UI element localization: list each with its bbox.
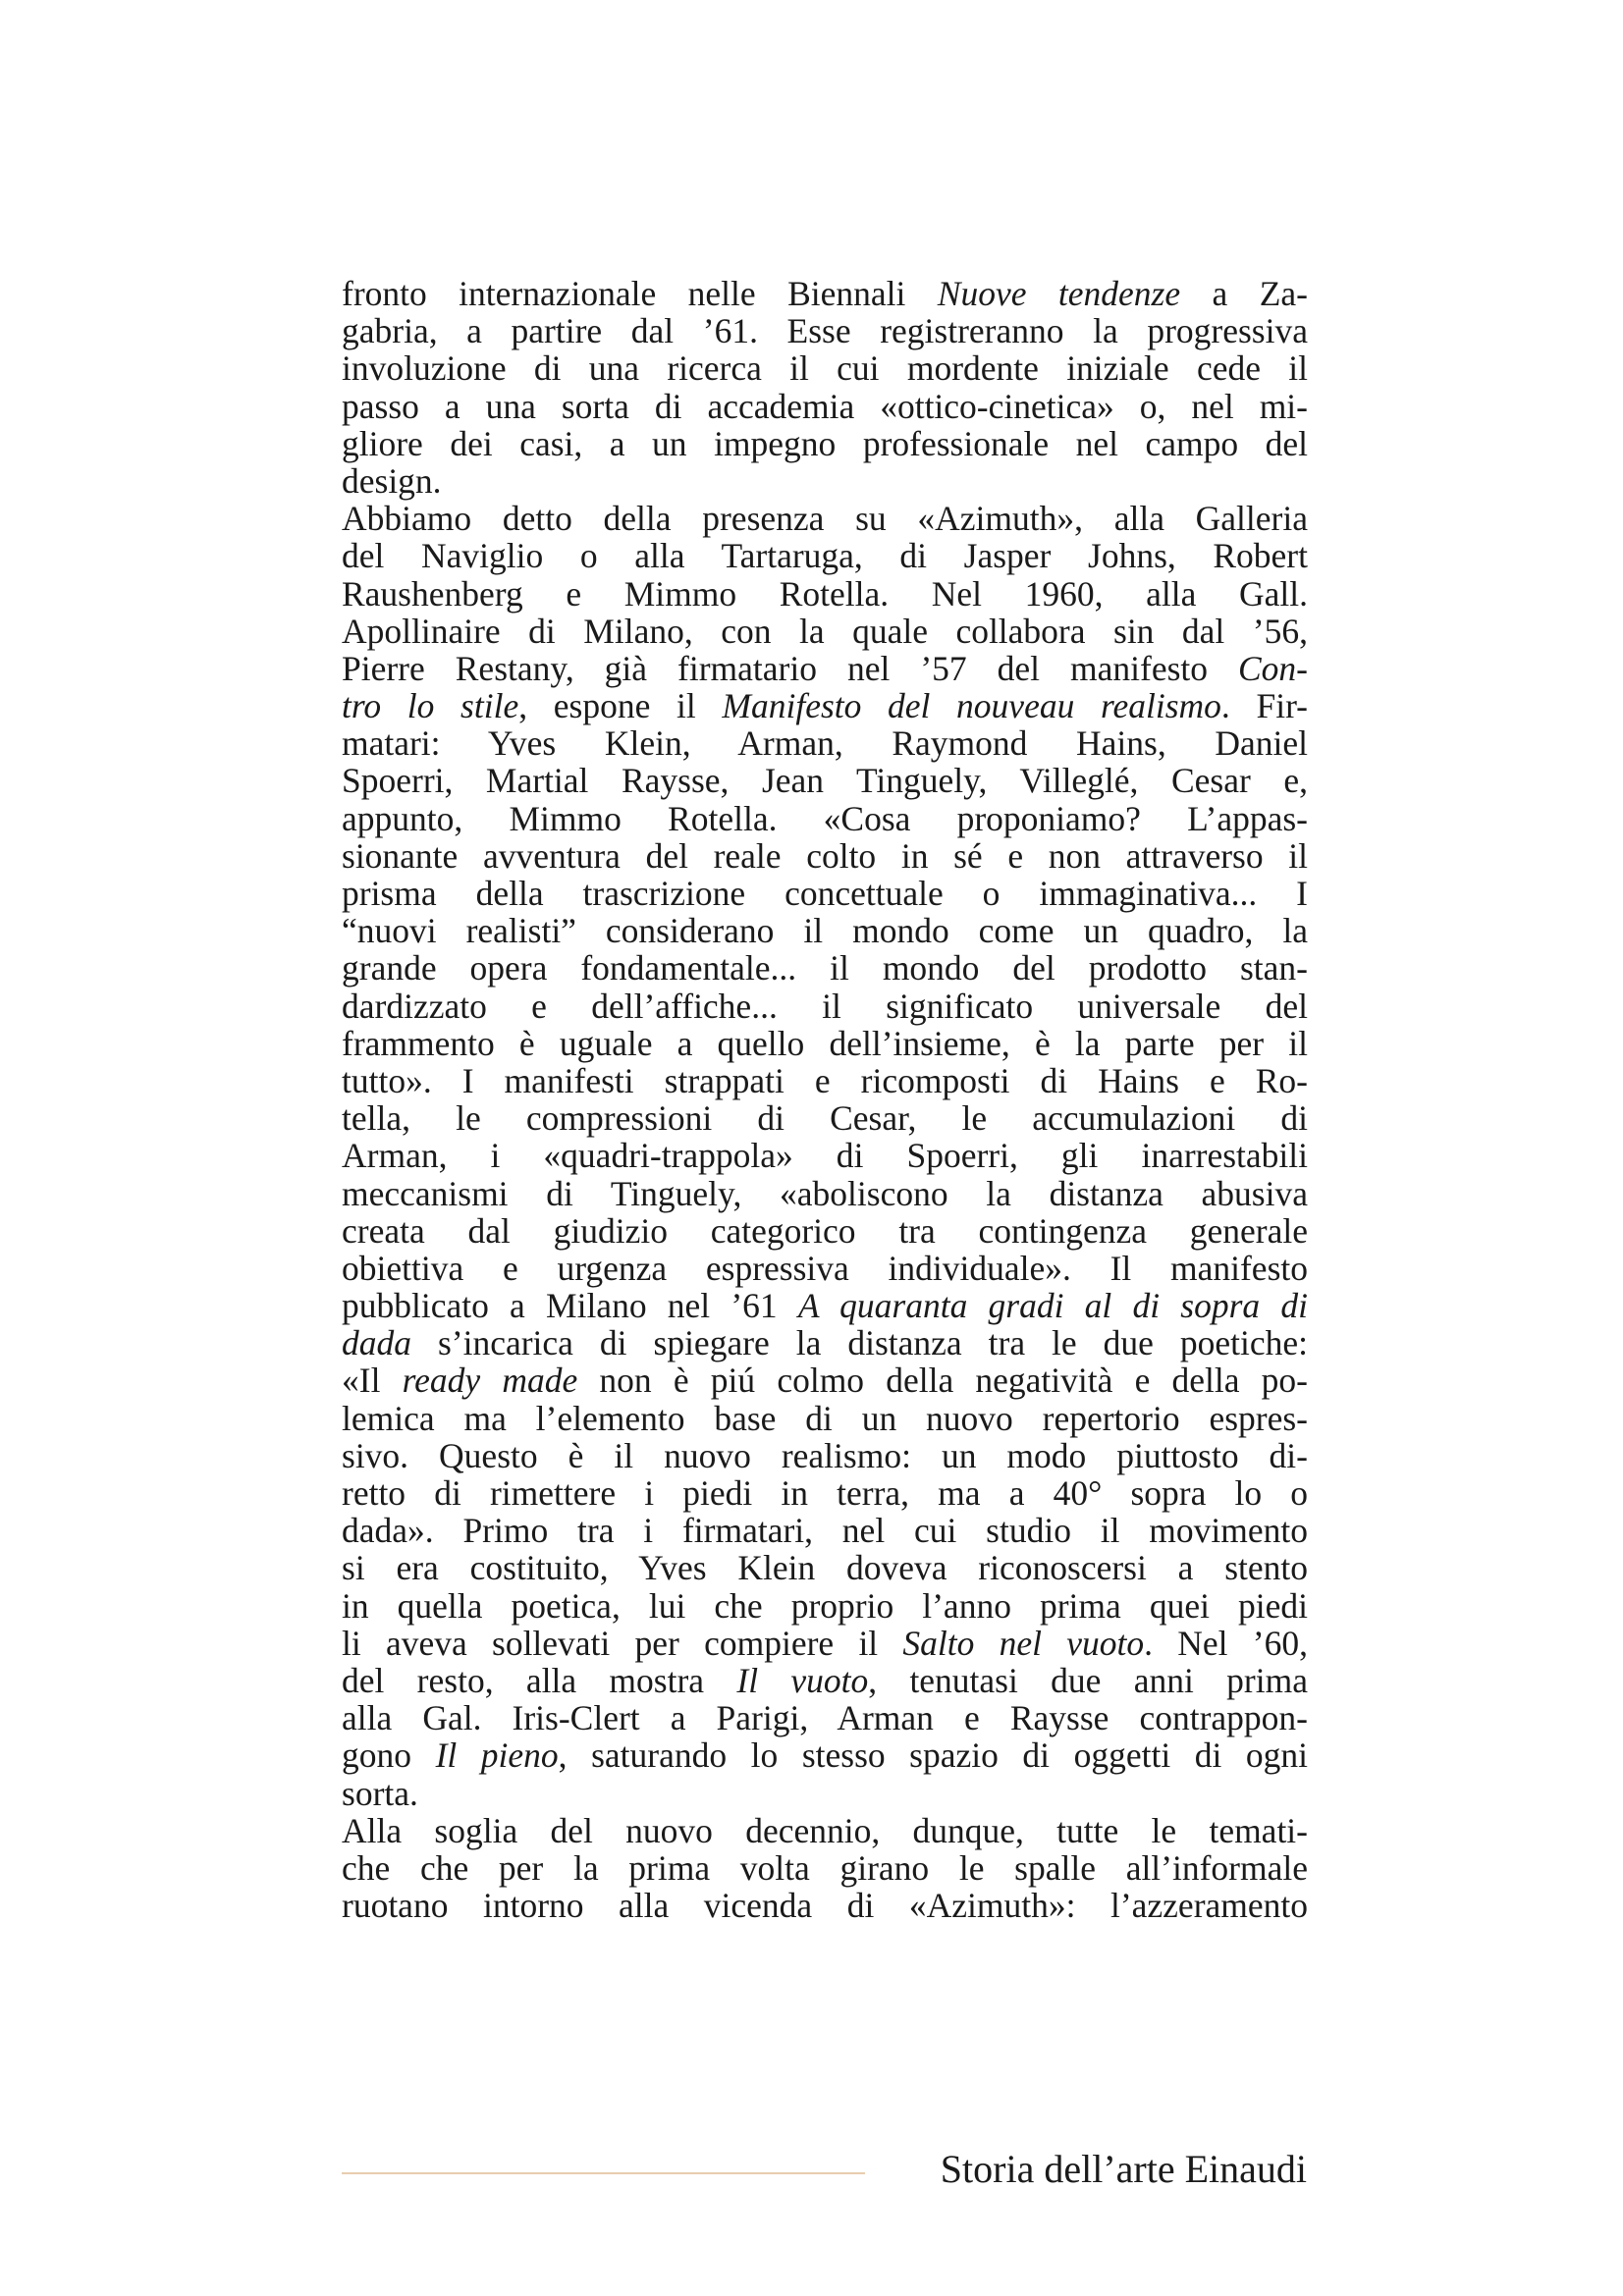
text-line [342,537,1308,574]
text-segment: pubblicato a Milano nel ’61 [342,1286,798,1326]
text-line [342,1025,1308,1062]
italic-text: Nuove tendenze [937,274,1181,313]
italic-text: tro lo stile [342,686,519,726]
text-line [342,388,1308,425]
text-line [342,1287,1308,1324]
text-line [342,687,1308,724]
text-line [342,500,1308,537]
italic-text: ready made [402,1361,578,1401]
italic-text: Manifesto del nouveau realismo [722,686,1221,726]
text-segment: Raushenberg e Mimmo Rotella. Nel 1960, alla Gall. [342,573,1308,614]
text-segment: fronto internazionale nelle Biennali [342,274,938,313]
text-line [342,1775,1308,1812]
text-line [342,988,1308,1025]
text-segment: Arman, i «quadri-trappola» di Spoerri, gli inarrestabili [342,1136,1308,1176]
text-segment: appunto, Mimmo Rotella. «Cosa proponiamo? L’appas- [342,798,1308,838]
text-line [342,762,1308,799]
text-segment: , saturando lo stesso spazio di oggetti di ogni [558,1735,1309,1776]
text-line [342,1324,1308,1362]
text-segment: sorta. [342,1773,418,1813]
text-segment: , espone il [518,686,723,726]
text-line [342,1362,1308,1399]
text-segment: design. [342,460,442,501]
text-line [342,1662,1308,1699]
body-text [342,275,1308,1924]
text-segment: sivo. Questo è il nuovo realismo: un modo piuttosto di- [342,1435,1308,1475]
text-segment: gliore dei casi, a un impegno professionale nel campo del [342,423,1308,463]
text-segment: s’incarica di spiegare la distanza tra le due poetiche: [411,1323,1308,1363]
italic-text: Con- [1238,648,1308,688]
text-segment: che che per la prima volta girano le spalle all’informale [342,1847,1308,1888]
text-segment: meccanismi di Tinguely, «aboliscono la distanza abusiva [342,1173,1308,1213]
text-line [342,1175,1308,1212]
italic-text: Il pieno [435,1735,559,1776]
text-segment: . Fir- [1220,686,1308,726]
text-line [342,1099,1308,1137]
text-segment: matari: Yves Klein, Arman, Raymond Hains, Daniel [342,723,1308,764]
text-line [342,837,1308,875]
text-line [342,912,1308,949]
text-segment: sionante avventura del reale colto in sé e non attraverso il [342,835,1308,876]
text-line [342,1699,1308,1736]
text-segment: a Za- [1180,274,1308,313]
text-segment: , tenutasi due anni prima [868,1660,1308,1700]
text-line [342,1549,1308,1586]
text-segment: retto di rimettere i piedi in terra, ma a 40° sopra lo o [342,1473,1308,1513]
text-segment: in quella poetica, lui che proprio l’anno prima quei piedi [342,1585,1308,1626]
text-line [342,800,1308,837]
text-segment: Abbiamo detto della presenza su «Azimuth», alla Galleria [342,499,1308,539]
text-line [342,1212,1308,1250]
text-segment: prisma della trascrizione concettuale o immaginativa... I [342,874,1308,913]
text-segment: si era costituito, Yves Klein doveva riconoscersi a stento [342,1548,1308,1588]
text-line [342,949,1308,987]
text-line [342,1250,1308,1287]
text-segment: “nuovi realisti” considerano il mondo come un quadro, la [342,911,1308,951]
text-line [342,1512,1308,1549]
text-segment: del Naviglio o alla Tartaruga, di Jasper Johns, Robert [342,536,1308,576]
text-segment: «Il [342,1361,403,1401]
text-segment: dada». Primo tra i firmatari, nel cui studio il movimento [342,1511,1308,1551]
text-segment: non è piú colmo della negatività e della po- [577,1361,1308,1401]
text-line [342,275,1308,312]
text-segment: Alla soglia del nuovo decennio, dunque, tutte le temati- [342,1810,1308,1850]
text-line [342,1736,1308,1774]
text-line [342,1437,1308,1474]
text-segment: tella, le compressioni di Cesar, le accumulazioni di [342,1098,1308,1139]
text-segment: tutto». I manifesti strappati e ricomposti di Hains e Ro- [342,1060,1308,1100]
text-line [342,1587,1308,1625]
text-segment: gono [342,1735,436,1776]
text-segment: obiettiva e urgenza espressiva individuale». Il manifesto [342,1248,1308,1288]
text-line [342,1474,1308,1512]
text-line [342,1400,1308,1437]
text-line [342,1887,1308,1924]
text-segment: alla Gal. Iris-Clert a Parigi, Arman e Raysse contrappon- [342,1698,1308,1738]
text-segment: involuzione di una ricerca il cui mordente iniziale cede il [342,348,1308,389]
text-line [342,875,1308,912]
italic-text: dada [342,1323,411,1363]
footer-title: Storia dell’arte Einaudi [940,2147,1307,2191]
text-line [342,1849,1308,1887]
text-segment: del resto, alla mostra [342,1660,737,1700]
italic-text: Il vuoto [736,1660,869,1700]
text-line [342,650,1308,687]
italic-text: A quaranta gradi al di sopra di [797,1286,1308,1326]
text-line [342,1812,1308,1849]
text-segment: grande opera fondamentale... il mondo del prodotto stan- [342,948,1308,988]
text-line [342,1625,1308,1662]
text-segment: dardizzato e dell’affiche... il significato universale del [342,986,1308,1026]
text-segment: Pierre Restany, già firmatario nel ’57 del manifesto [342,648,1238,688]
footer-rule [342,2172,865,2174]
text-segment: . Nel ’60, [1144,1623,1308,1663]
text-segment: frammento è uguale a quello dell’insieme, è la parte per il [342,1023,1308,1063]
text-segment: lemica ma l’elemento base di un nuovo repertorio espres- [342,1398,1308,1438]
text-line [342,462,1308,500]
text-line [342,575,1308,613]
text-segment: gabria, a partire dal ’61. Esse registreranno la progressiva [342,311,1308,351]
text-line [342,312,1308,349]
text-line [342,1062,1308,1099]
text-segment: Spoerri, Martial Raysse, Jean Tinguely, Villeglé, Cesar e, [342,761,1308,801]
text-segment: creata dal giudizio categorico tra contingenza generale [342,1210,1308,1251]
text-segment: Apollinaire di Milano, con la quale collabora sin dal ’56, [342,611,1308,651]
text-line [342,425,1308,462]
text-segment: ruotano intorno alla vicenda di «Azimuth»: l’azzeramento [342,1886,1308,1926]
text-line [342,613,1308,650]
text-line [342,1137,1308,1174]
italic-text: Salto nel vuoto [902,1623,1145,1663]
text-segment: li aveva sollevati per compiere il [342,1623,903,1663]
text-line [342,349,1308,387]
text-line [342,724,1308,762]
text-segment: passo a una sorta di accademia «ottico-cinetica» o, nel mi- [342,386,1308,426]
